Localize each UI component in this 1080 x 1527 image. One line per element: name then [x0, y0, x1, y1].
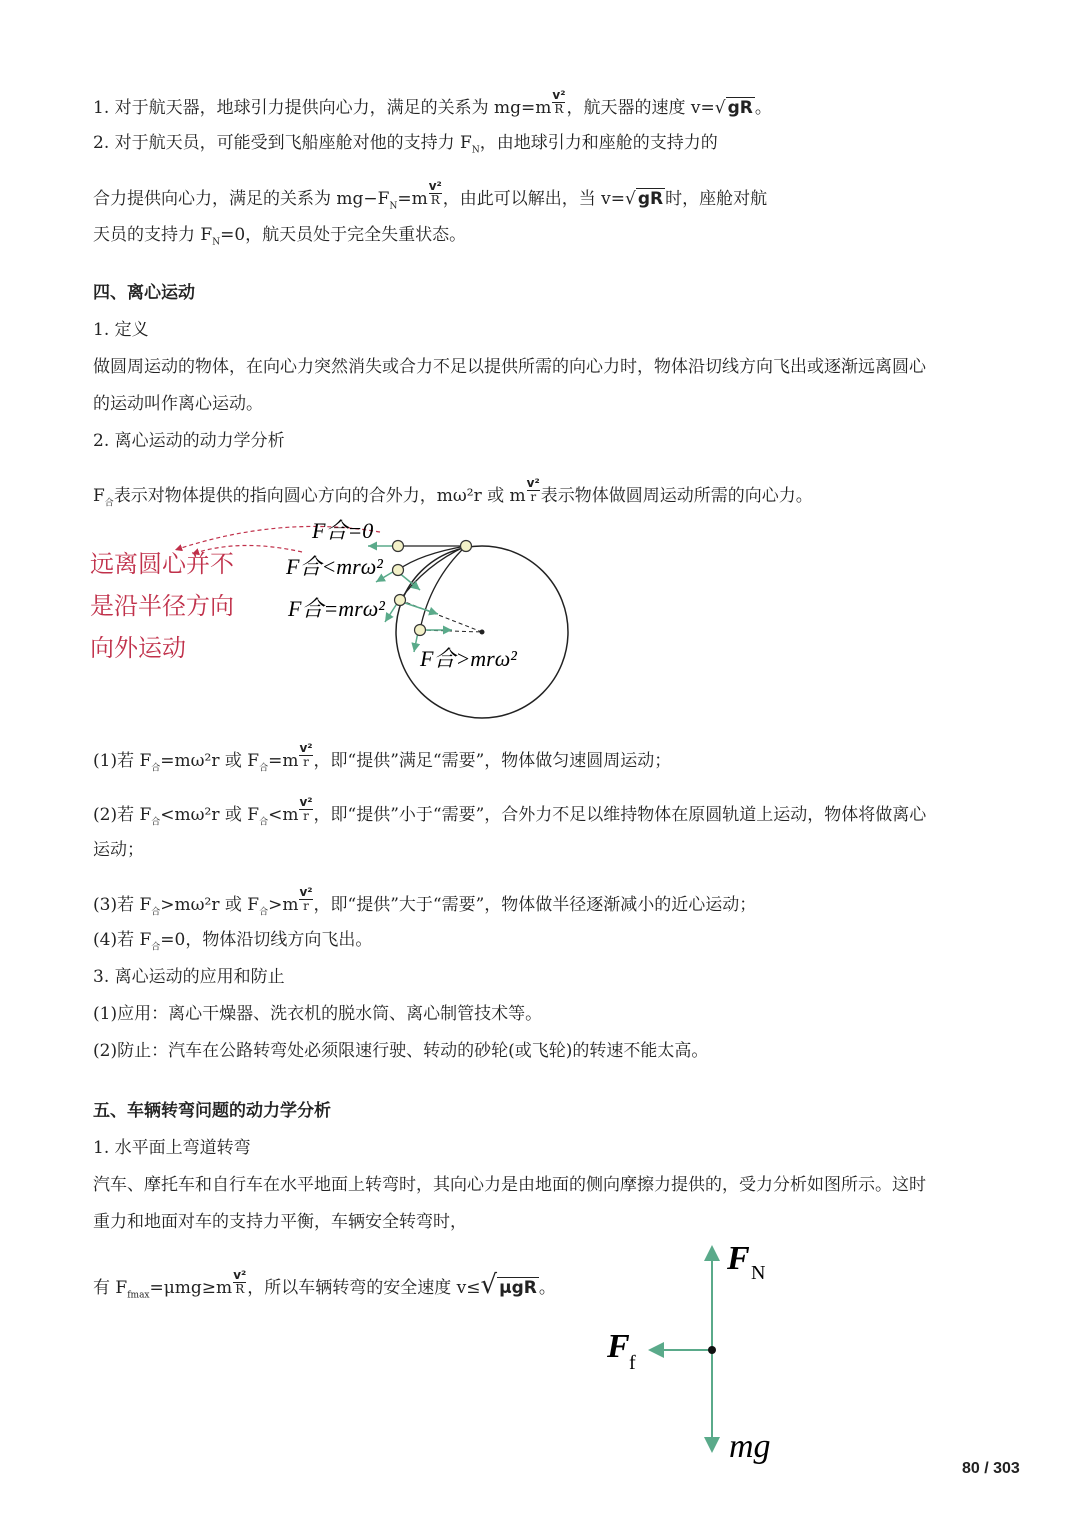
- object-eq: [395, 595, 406, 606]
- label-eq: F合=mrω²: [288, 596, 385, 621]
- space-item-1: 1. 对于航天器，地球引力提供向心力，满足的关系为 mg=m $\frac{\text{v²}}{R}$ ，航天器的速度 v=√ gR 。: [93, 88, 772, 118]
- case-2-cont: 运动；: [93, 840, 144, 860]
- object-start: [461, 541, 472, 552]
- fraction-v2-over-r: $\frac{\text{v²}}{R}$: [552, 88, 566, 116]
- fraction-v2-over-r: $\frac{\text{v²}}{R}$: [428, 179, 442, 207]
- analysis-title: 2. 离心运动的动力学分析: [93, 431, 285, 451]
- app-1: (1)应用：离心干燥器、洗衣机的脱水筒、离心制管技术等。: [93, 1004, 543, 1024]
- object-gt: [415, 625, 426, 636]
- object-lt: [393, 565, 404, 576]
- sqrt-gr: √ gR: [714, 98, 753, 118]
- label-fn: F: [727, 1240, 750, 1277]
- object-f0: [393, 541, 404, 552]
- space-item-2-line3: 天员的支持力 $F_N=0$，航天员处于完全失重状态。: [93, 225, 467, 248]
- sqrt-gr: √ gR: [625, 189, 664, 209]
- app-2: (2)防止：汽车在公路转弯处必须限速行驶、转动的砂轮(或飞轮)的转速不能太高。: [93, 1041, 709, 1061]
- force-diagram: [595, 1235, 815, 1475]
- label-fn-sub: N: [751, 1262, 766, 1284]
- sqrt-mugr: √ μgR: [480, 1270, 537, 1300]
- section5-line1: 汽车、摩托车和自行车在水平地面上转弯时，其向心力是由地面的侧向摩擦力提供的，受力分析如图所示。这时: [93, 1175, 926, 1195]
- handwritten-note-2: 是沿半径方向: [90, 592, 234, 620]
- fraction-v2-over-r: $\frac{\text{v²}}{r}$: [299, 741, 313, 769]
- space-item-2-line1: 2. 对于航天员，可能受到飞船座舱对他的支持力 $F_N$，由地球引力和座舱的支持力的: [93, 133, 718, 156]
- fraction-v2-over-r: $\frac{\text{v²}}{r}$: [299, 795, 313, 823]
- section5-line2: 重力和地面对车的支持力平衡，车辆安全转弯时，: [93, 1212, 467, 1232]
- section5-subtitle: 1. 水平面上弯道转弯: [93, 1138, 251, 1158]
- fraction-v2-over-r: $\frac{\text{v²}}{r}$: [299, 885, 313, 913]
- label-mg: mg: [729, 1428, 771, 1465]
- label-ff: F: [607, 1328, 630, 1365]
- page-number: 80 / 303: [962, 1460, 1020, 1477]
- section5-line3: 有 $F_{fmax}=\mu mg\ge m$ $\frac{\text{v²}}{R}$ ，所以车辆转弯的安全速度 v≤√ μgR 。: [93, 1268, 556, 1301]
- label-gt: F合>mrω²: [420, 646, 517, 671]
- case-2: (2)若 $F_合<m\omega^2r$ 或 $F_合<m$ $\frac{\text{v²}}{r}$ ，即“提供”小于“需要”，合外力不足以维持物体在原圆轨道上运动，物体将做离心: [93, 795, 927, 828]
- centrifugal-diagram: [80, 510, 600, 725]
- case-3: (3)若 $F_合>m\omega^2r$ 或 $F_合>m$ $\frac{\text{v²}}{r}$ ，即“提供”大于“需要”，物体做半径逐渐减小的近心运动；: [93, 885, 757, 918]
- def-line1: 做圆周运动的物体，在向心力突然消失或合力不足以提供所需的向心力时，物体沿切线方向飞出或逐渐远离圆心: [93, 357, 926, 377]
- fraction-v2-over-r: $\frac{\text{v²}}{r}$: [526, 476, 540, 504]
- arrow-eq-b: [402, 602, 438, 614]
- app-title: 3. 离心运动的应用和防止: [93, 967, 285, 987]
- analysis-line: $F_合$表示对物体提供的指向圆心方向的合外力，mω²r 或 m $\frac{\text{v²}}{r}$ 表示物体做圆周运动所需的向心力。: [93, 476, 813, 509]
- car-point: [708, 1346, 716, 1354]
- section4-heading: 四、离心运动: [93, 283, 195, 303]
- fraction-v2-over-r: $\frac{\text{v²}}{R}$: [233, 1268, 247, 1296]
- handwritten-note-1: 远离圆心并不: [90, 550, 234, 578]
- space-item-2-line2: 合力提供向心力，满足的关系为 $mg-F_N=m$ $\frac{\text{v²}}{R}$ ，由此可以解出，当 v=√ gR 时，座舱对航: [93, 179, 768, 212]
- arrow-eq-a: [385, 602, 398, 622]
- case-4: (4)若 $F_合=0$，物体沿切线方向飞出。: [93, 930, 373, 953]
- section5-heading: 五、车辆转弯问题的动力学分析: [93, 1101, 331, 1121]
- label-ff-sub: f: [629, 1352, 636, 1374]
- label-f0: F合=0: [312, 518, 374, 543]
- def-title: 1. 定义: [93, 320, 149, 340]
- label-lt: F合<mrω²: [286, 554, 383, 579]
- handwritten-note-3: 向外运动: [90, 634, 186, 662]
- case-1: (1)若 $F_合=m\omega^2r$ 或 $F_合=m$ $\frac{\text{v²}}{r}$ ，即“提供”满足“需要”，物体做匀速圆周运动；: [93, 741, 672, 774]
- def-line2: 的运动叫作离心运动。: [93, 394, 263, 414]
